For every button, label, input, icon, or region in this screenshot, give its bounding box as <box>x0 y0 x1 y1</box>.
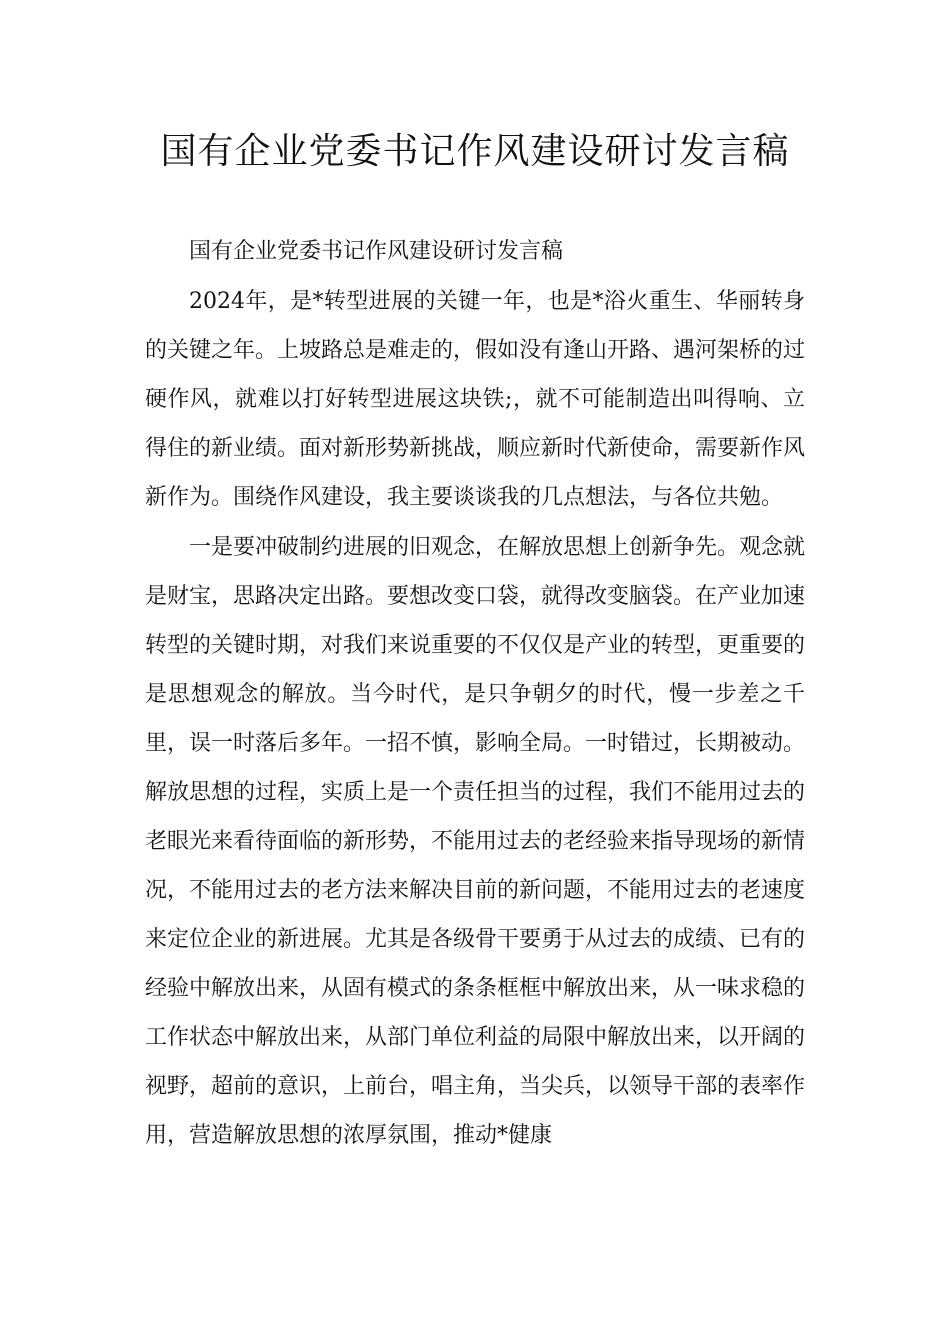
paragraph-point-one: 一是要冲破制约进展的旧观念，在解放思想上创新争先。观念就是财宝，思路决定出路。要想改变口袋，就得改变脑袋。在产业加速转型的关键时期，对我们来说重要的不仅仅是产业的转型，更重要的是思想观念的解放。当今时代，是只争朝夕的时代，慢一步差之千里，误一时落后多年。一招不慎，影响全局。一时错过，长期被动。解放思想的过程，实质上是一个责任担当的过程，我们不能用过去的老眼光来看待面临的新形势，不能用过去的老经验来指导现场的新情况，不能用过去的老方法来解决目前的新问题，不能用过去的老速度来定位企业的新进展。尤其是各级骨干要勇于从过去的成绩、已有的经验中解放出来，从固有模式的条条框框中解放出来，从一味求稳的工作状态中解放出来，从部门单位利益的局限中解放出来，以开阔的视野，超前的意识，上前台，唱主角，当尖兵，以领导干部的表率作用，营造解放思想的浓厚氛围，推动*健康 <box>145 535 806 1148</box>
document-body <box>145 227 805 1161</box>
paragraph-subtitle: 国有企业党委书记作风建设研讨发言稿 <box>189 239 564 264</box>
document-title: 国有企业党委书记作风建设研讨发言稿 <box>160 131 790 172</box>
paragraph-intro: 2024年，是*转型进展的关键一年，也是*浴火重生、华丽转身的关键之年。上坡路总是难走的，假如没有逢山开路、遇河架桥的过硬作风，就难以打好转型进展这块铁;，就不可能制造出叫得响、立得住的新业绩。面对新形势新挑战，顺应新时代新使命，需要新作风新作为。围绕作风建设，我主要谈谈我的几点想法，与各位共勉。 <box>145 289 806 510</box>
